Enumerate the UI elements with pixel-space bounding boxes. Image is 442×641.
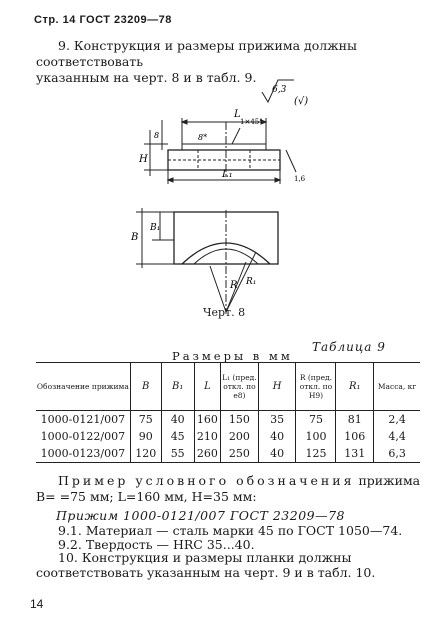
cell-mass: 6,3 — [374, 445, 420, 463]
dim-top-height: 8 — [154, 131, 160, 140]
cell-B: 120 — [130, 445, 161, 463]
header-L1: L₁ (пред. откл. по е8) — [221, 363, 259, 411]
header-designation: Обозначение прижима — [36, 363, 130, 411]
dim-R1: R₁ — [246, 277, 257, 287]
dim-r8: 8* — [198, 133, 208, 142]
header-R1: R₁ — [336, 363, 374, 411]
figure-caption: Черт. 8 — [203, 306, 246, 319]
cell-designation: 1000-0123/007 — [36, 445, 130, 463]
cell-L1: 150 — [221, 411, 259, 429]
dim-B1: B₁ — [150, 223, 161, 233]
header-mass: Масса, кг — [374, 363, 420, 411]
cell-designation: 1000-0121/007 — [36, 411, 130, 429]
cell-H: 40 — [258, 428, 296, 445]
cell-L: 160 — [194, 411, 220, 429]
table-row — [36, 411, 420, 429]
section-9-1: 9.1. Материал — сталь марки 45 по ГОСТ 1050—74. — [58, 523, 403, 538]
cell-mass: 4,4 — [374, 428, 420, 445]
cell-H: 40 — [258, 445, 296, 463]
roughness-value: 6,3 — [272, 85, 287, 95]
page-header: Стр. 14 ГОСТ 23209—78 — [34, 14, 172, 26]
cell-B1: 55 — [161, 445, 194, 463]
table-row — [36, 445, 420, 463]
cell-R: 125 — [296, 445, 336, 463]
example-text: прижима B= =75 мм; L=160 мм, H=35 мм: — [36, 473, 421, 504]
cell-L: 210 — [194, 428, 220, 445]
roughness-rest: (√) — [294, 96, 309, 107]
dim-R: R — [230, 280, 238, 291]
cell-B1: 40 — [161, 411, 194, 429]
front-view-top-step — [182, 144, 266, 150]
cell-R: 75 — [296, 411, 336, 429]
cell-R1: 106 — [336, 428, 374, 445]
cell-B: 90 — [130, 428, 161, 445]
cell-R1: 131 — [336, 445, 374, 463]
cell-mass: 2,4 — [374, 411, 420, 429]
table-row — [36, 428, 420, 445]
table-label: Таблица 9 — [312, 340, 386, 354]
paragraph-9-line1: 9. Конструкция и размеры прижима должны соответствовать — [36, 38, 357, 69]
table-units: Размеры в мм — [172, 349, 293, 363]
header-B1: B₁ — [161, 363, 194, 411]
paragraph-10: 10. Конструкция и размеры планки должны соответствовать указанным на черт. 9 и в табл. 10. — [36, 550, 376, 580]
cell-H: 35 — [258, 411, 296, 429]
header-H: H — [258, 363, 296, 411]
cell-designation: 1000-0122/007 — [36, 428, 130, 445]
dim-L1: L₁ — [222, 169, 233, 180]
dim-side-a: 1,6 — [294, 175, 306, 183]
example-lead: Пример условного обозначения — [58, 473, 355, 488]
header-L: L — [194, 363, 220, 411]
dimensions-table — [36, 362, 420, 463]
dim-B: B — [131, 232, 139, 243]
cell-R1: 81 — [336, 411, 374, 429]
cell-R: 100 — [296, 428, 336, 445]
header-R: R (пред. откл. по H9) — [296, 363, 336, 411]
cell-L1: 250 — [221, 445, 259, 463]
dim-L: L — [234, 109, 241, 120]
cell-L1: 200 — [221, 428, 259, 445]
cell-B: 75 — [130, 411, 161, 429]
example-designation: Прижим 1000-0121/007 ГОСТ 23209—78 — [56, 508, 346, 523]
table-header-row — [36, 363, 420, 411]
dim-H: H — [139, 154, 148, 165]
cell-L: 260 — [194, 445, 220, 463]
paragraph-9-line2: указанным на черт. 8 и в табл. 9. — [36, 70, 257, 85]
section-9-2: 9.2. Твердость — HRC 35...40. — [58, 537, 255, 552]
cell-B1: 45 — [161, 428, 194, 445]
dim-chamfer: 1×45° — [240, 118, 263, 126]
example-paragraph — [36, 473, 422, 505]
header-B: B — [130, 363, 161, 411]
page-number: 14 — [30, 597, 44, 611]
